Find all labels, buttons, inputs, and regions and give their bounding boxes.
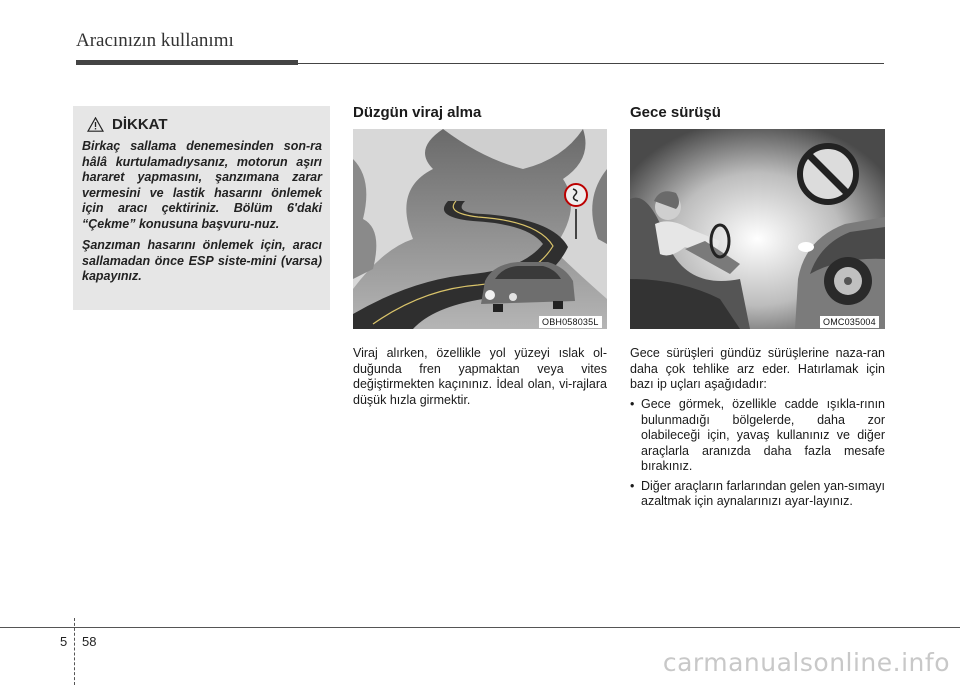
page-number: 58 <box>82 634 97 649</box>
night-photo-caption: OMC035004 <box>820 316 879 328</box>
night-driving-illustration <box>630 129 885 329</box>
list-item: • Gece görmek, özellikle cadde ışıkla-rının bulunmadığı bölgelerde, daha zor olabileceği için, yavaş kullanınız ve diğer araçlarla aranızda daha fazla mesafe bırakınız. <box>630 397 885 475</box>
warning-triangle-icon <box>87 117 104 132</box>
footer-rule <box>0 627 960 628</box>
chapter-number: 5 <box>60 634 68 649</box>
night-driving-photo <box>630 129 885 329</box>
list-item: • Diğer araçların farlarından gelen yan-sımayı azaltmak için aynalarınızı ayar-layınız. <box>630 479 885 510</box>
winding-road-photo <box>353 129 607 329</box>
watermark: carmanualsonline.info <box>662 648 950 677</box>
page-header-title: Aracınızın kullanımı <box>76 30 234 51</box>
header-rule <box>76 63 884 64</box>
night-heading: Gece sürüşü <box>630 104 721 121</box>
caution-title: DİKKAT <box>112 116 168 133</box>
night-intro-text: Gece sürüşleri gündüz sürüşlerine naza-ran daha çok tehlike arz eder. Hatırlamak için bazı ip uçları aşağıdadır: <box>630 346 885 391</box>
night-tips-list <box>630 397 885 514</box>
footer-divider <box>74 618 75 685</box>
caution-header <box>82 116 322 133</box>
caution-paragraph-2: Şanzıman hasarını önlemek için, aracı sallamadan önce ESP siste-mini (varsa) kapayınız. <box>82 238 322 283</box>
caution-paragraph-1: Birkaç sallama denemesinden son-ra hâlâ kurtulamadıysanız, motorun aşırı hararet yapmasını, şanzımana zarar vermesini ve lastik hasarını önlemek için aracı çektiriniz. Bölüm 6'daki “Çekme” konusuna başvuru-nuz. <box>82 139 322 231</box>
cornering-text: Viraj alırken, özellikle yol yüzeyi ıslak ol-duğunda fren yapmaktan veya vites değiştirmekten kaçınınız. İdeal olan, vi-rajlara düşük hızla girmektir. <box>353 346 607 407</box>
cornering-photo-caption: OBH058035L <box>539 316 602 328</box>
winding-road-illustration <box>353 129 607 329</box>
cornering-heading: Düzgün viraj alma <box>353 104 482 121</box>
caution-box <box>73 106 330 310</box>
